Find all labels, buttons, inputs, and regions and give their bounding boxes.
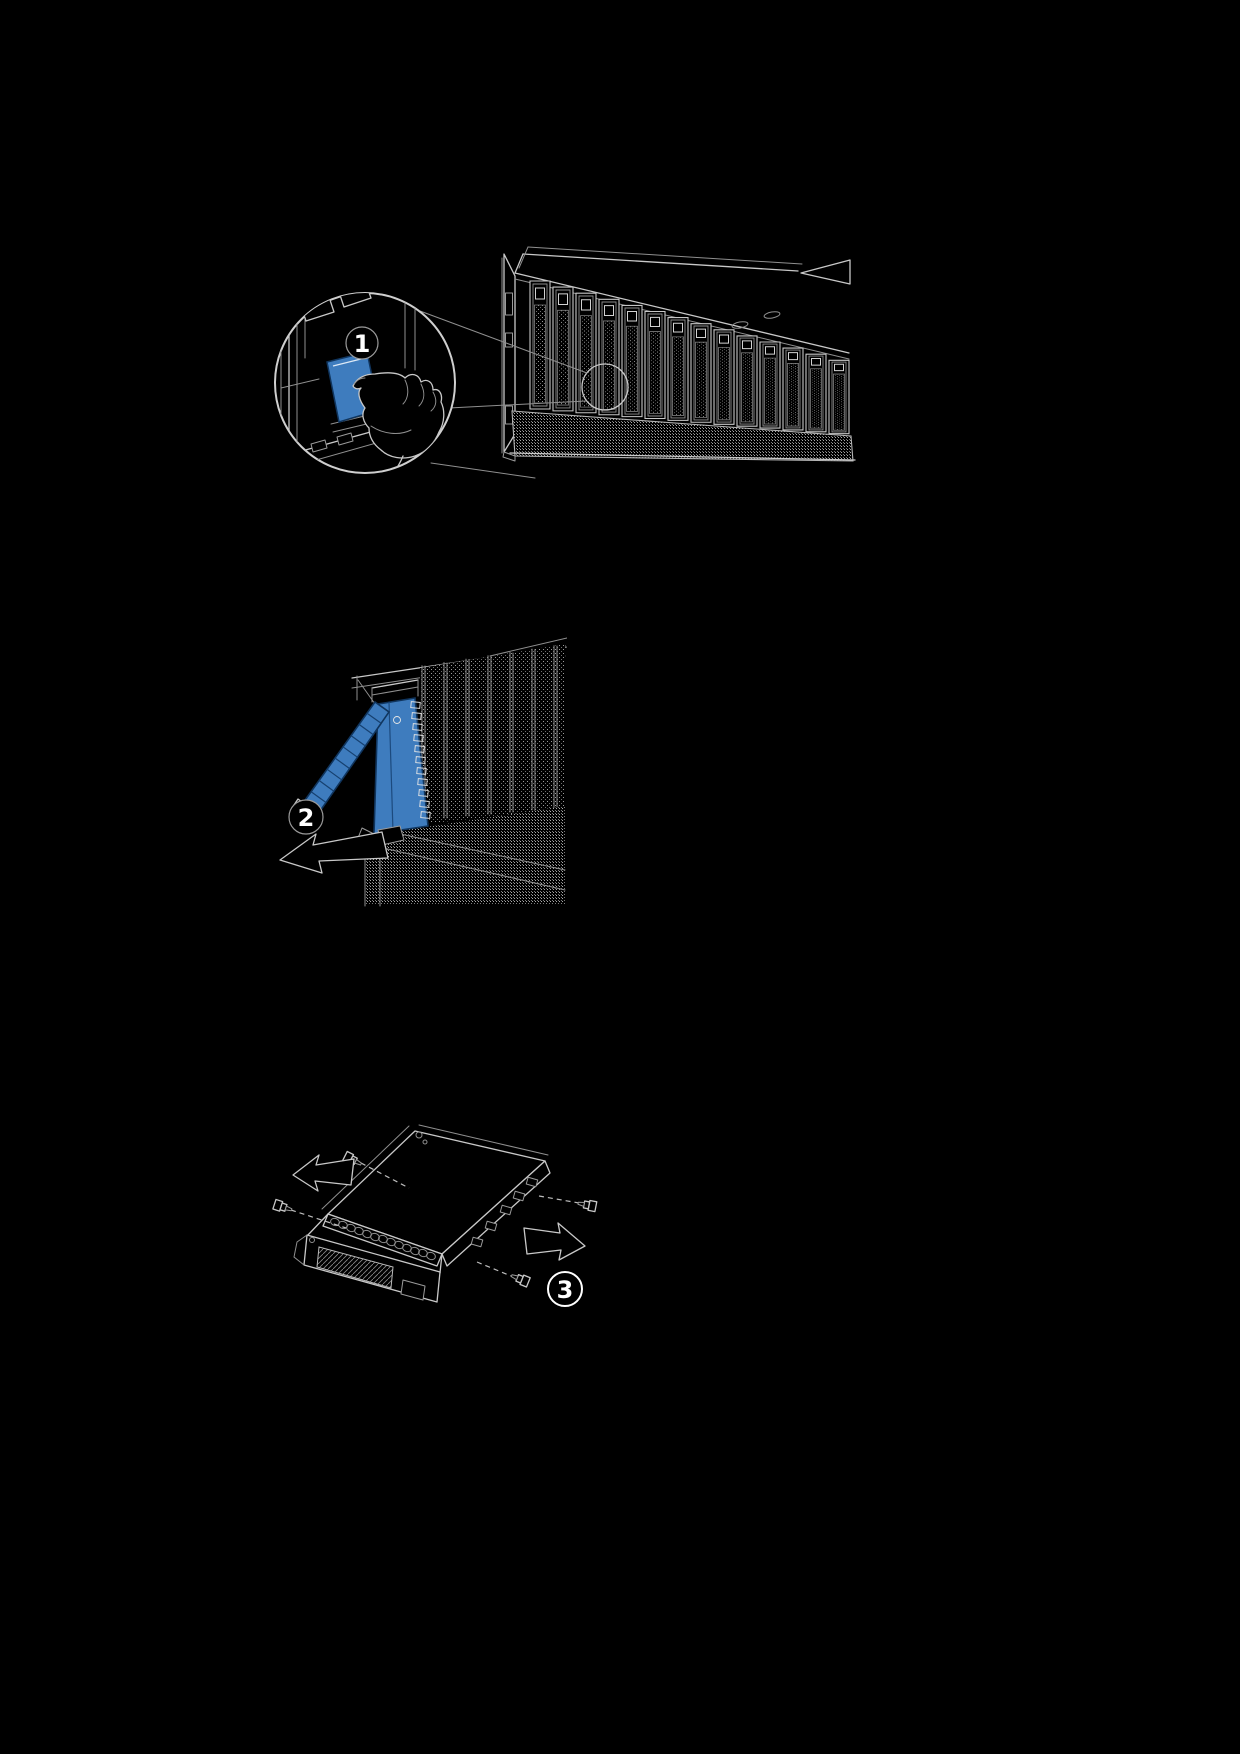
drive-bay-row [530,281,849,434]
svg-text:3: 3 [556,1276,574,1304]
arrow-left-icon [293,1155,354,1191]
figure-step-1-press-release-button [253,238,863,493]
magnifier-circle [275,268,457,480]
step-1-badge [346,327,378,359]
screw-icon [510,1271,530,1287]
svg-text:1: 1 [353,330,371,358]
server-chassis-illustration [502,247,855,461]
screw-icon [577,1198,597,1211]
screw-icon [273,1199,293,1214]
chassis-handle-icon [801,260,850,284]
arrow-right-icon [524,1223,585,1260]
figure-step-3-remove-screws [253,999,658,1324]
step-2-badge [289,800,323,834]
step-3-badge [548,1272,582,1306]
svg-text:2: 2 [297,804,315,832]
bay-texture [420,644,565,824]
figure-step-2-remove-drive [262,568,567,908]
